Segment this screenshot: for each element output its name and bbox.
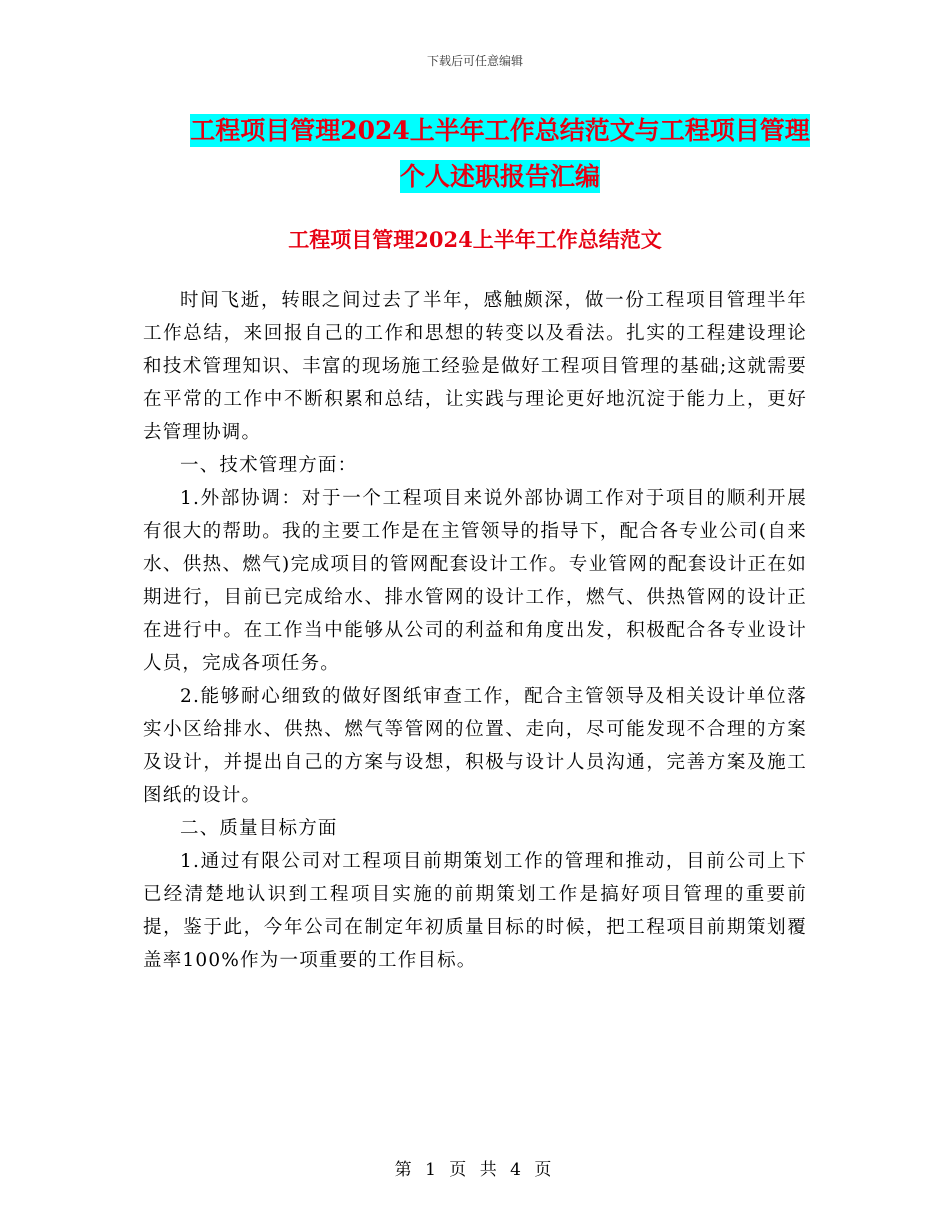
document-title	[180, 108, 820, 200]
paragraph: 2.能够耐心细致的做好图纸审查工作，配合主管领导及相关设计单位落实小区给排水、供热、燃气等管网的位置、走向，尽可能发现不合理的方案及设计，并提出自己的方案与设想，积极与设计人员沟通，完善方案及施工图纸的设计。	[143, 686, 807, 806]
page-number: 第 1 页 共 4 页	[394, 1160, 556, 1180]
header-note: 下载后可任意编辑	[426, 54, 523, 68]
paragraph: 二、质量目标方面	[180, 818, 338, 839]
document-title-text: 工程项目管理2024上半年工作总结范文与工程项目管理个人述职报告汇编	[190, 116, 810, 191]
paragraph: 时间飞逝，转眼之间过去了半年，感触颇深，做一份工程项目管理半年工作总结，来回报自己的工作和思想的转变以及看法。扎实的工程建设理论和技术管理知识、丰富的现场施工经验是做好工程项目管理的基础;这就需要在平常的工作中不断积累和总结，让实践与理论更好地沉淀于能力上，更好去管理协调。	[143, 290, 807, 443]
paragraph: 一、技术管理方面：	[180, 455, 358, 476]
paragraph: 1.通过有限公司对工程项目前期策划工作的管理和推动，目前公司上下已经清楚地认识到工程项目实施的前期策划工作是搞好项目管理的重要前提，鉴于此，今年公司在制定年初质量目标的时候，把工程项目前期策划覆盖率100%作为一项重要的工作目标。	[143, 851, 807, 971]
paragraph: 1.外部协调：对于一个工程项目来说外部协调工作对于项目的顺利开展有很大的帮助。我的主要工作是在主管领导的指导下，配合各专业公司(自来水、供热、燃气)完成项目的管网配套设计工作。专业管网的配套设计正在如期进行，目前已完成给水、排水管网的设计工作，燃气、供热管网的设计正在进行中。在工作当中能够从公司的利益和角度出发，积极配合各专业设计人员，完成各项任务。	[143, 488, 807, 674]
section-title: 工程项目管理2024上半年工作总结范文	[288, 227, 662, 252]
document-body	[143, 284, 807, 977]
